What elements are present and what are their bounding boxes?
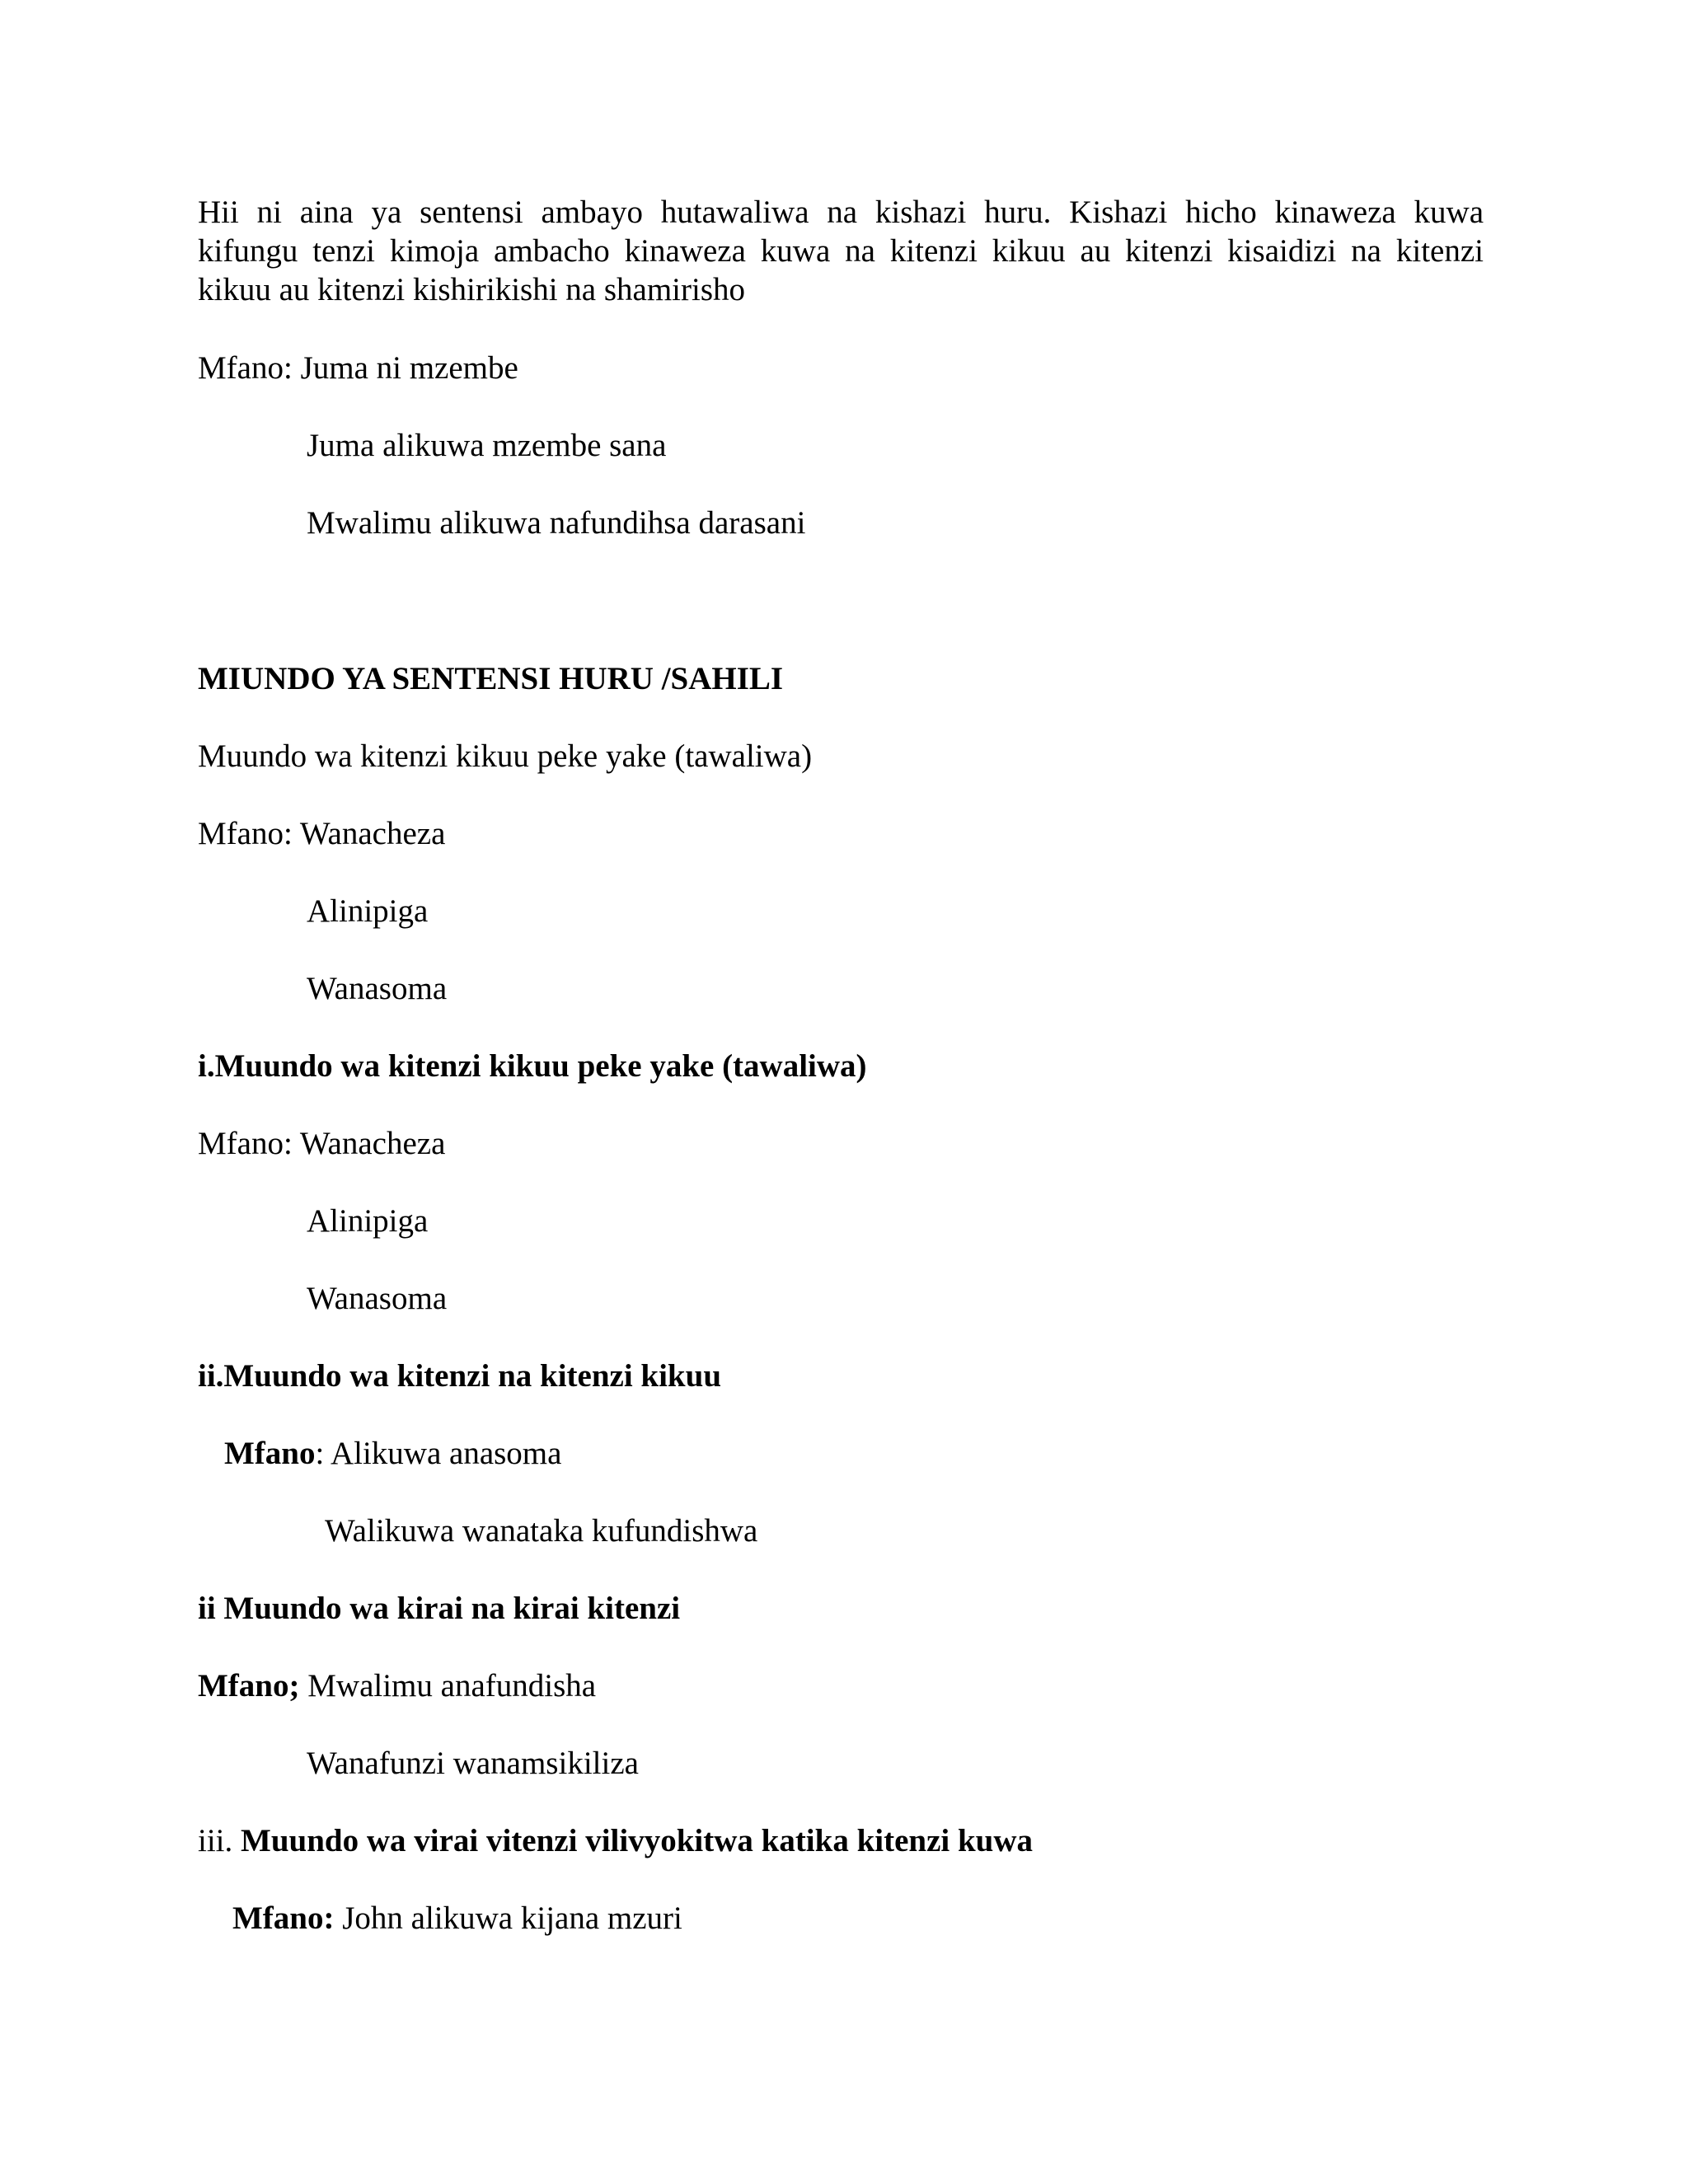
example-item: Wanafunzi wanamsikiliza bbox=[307, 1746, 639, 1781]
structure-a-example-line-1 bbox=[198, 814, 445, 853]
intro-line-2: kifungu tenzi kimoja ambacho kinaweza kuwa na kitenzi kikuu au kitenzi kisaidizi na kitenzi bbox=[198, 233, 1484, 269]
example1-line-1 bbox=[198, 349, 518, 387]
label-separator: : bbox=[315, 1436, 325, 1471]
example-item: Alikuwa anasoma bbox=[330, 1436, 562, 1471]
example-label: Mfano: bbox=[198, 816, 293, 851]
example-label: Mfano: bbox=[198, 1126, 293, 1161]
example-item: Alinipiga bbox=[307, 893, 429, 929]
example-item: Wanacheza bbox=[299, 1126, 446, 1161]
structure-iii-title-line bbox=[198, 1821, 1033, 1860]
structure-title: Muundo wa kitenzi kikuu peke yake (tawaliwa) bbox=[198, 738, 813, 774]
example-item: Wanasoma bbox=[307, 1281, 448, 1316]
intro-line-3: kikuu au kitenzi kishirikishi na shamirisho bbox=[198, 272, 746, 307]
example-item: Juma ni mzembe bbox=[300, 350, 518, 386]
structure-title: ii.Muundo wa kitenzi na kitenzi kikuu bbox=[198, 1358, 722, 1394]
structure-title: ii Muundo wa kirai na kirai kitenzi bbox=[198, 1591, 681, 1626]
example-label: Mfano bbox=[224, 1436, 316, 1471]
example-label: Mfano; bbox=[198, 1668, 300, 1704]
structure-prefix: iii. bbox=[198, 1823, 233, 1858]
structure-i-example-line-1 bbox=[198, 1124, 445, 1163]
structure-ii-example-line-1 bbox=[224, 1434, 561, 1473]
example-item: John alikuwa kijana mzuri bbox=[342, 1900, 682, 1936]
example-item: Juma alikuwa mzembe sana bbox=[307, 428, 667, 463]
structure-iii-example-line-1 bbox=[232, 1899, 682, 1938]
example-item: Mwalimu anafundisha bbox=[307, 1668, 597, 1704]
example-label: Mfano: bbox=[232, 1900, 335, 1936]
structure-title: Muundo wa virai vitenzi vilivyokitwa katika kitenzi kuwa bbox=[241, 1823, 1034, 1858]
intro-line-1: Hii ni aina ya sentensi ambayo hutawaliwa na kishazi huru. Kishazi hicho kinaweza kuwa bbox=[198, 194, 1484, 230]
structure-title: i.Muundo wa kitenzi kikuu peke yake (tawaliwa) bbox=[198, 1048, 867, 1084]
example-item: Mwalimu alikuwa nafundihsa darasani bbox=[307, 505, 806, 541]
example-item: Walikuwa wanataka kufundishwa bbox=[325, 1513, 758, 1549]
example-item: Alinipiga bbox=[307, 1203, 429, 1239]
section-heading: MIUNDO YA SENTENSI HURU /SAHILI bbox=[198, 661, 784, 696]
example-item: Wanasoma bbox=[307, 971, 448, 1006]
intro-paragraph bbox=[198, 193, 1484, 309]
structure-ii-b-example-line-1 bbox=[198, 1666, 596, 1705]
example-item: Wanacheza bbox=[299, 816, 446, 851]
example-label: Mfano: bbox=[198, 350, 293, 386]
